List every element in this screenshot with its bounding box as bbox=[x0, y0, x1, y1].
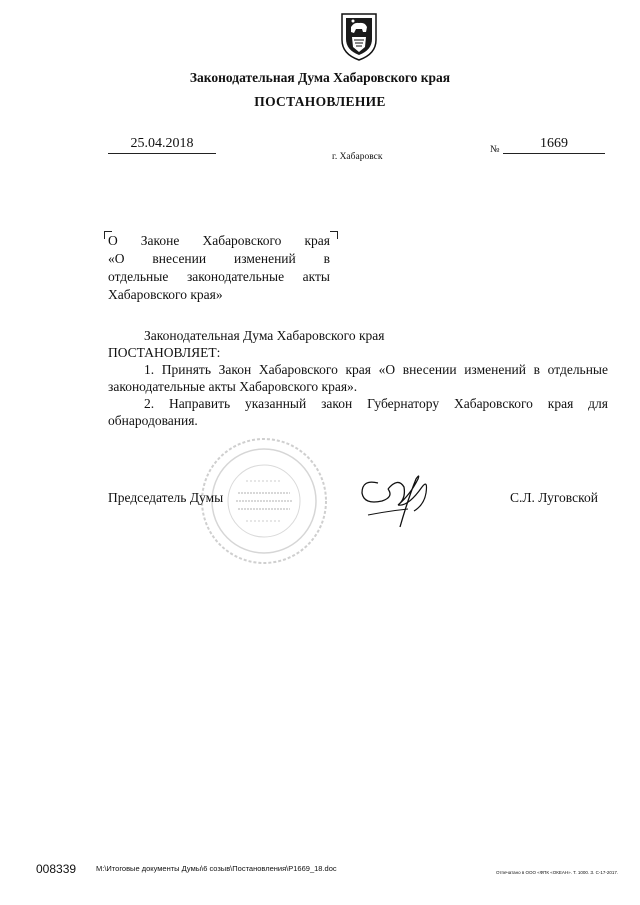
body-item-1-line-2: законодательные акты Хабаровского края». bbox=[108, 379, 358, 394]
handwritten-signature bbox=[348, 465, 443, 535]
subject-line-3: отдельные законодательные акты bbox=[108, 269, 330, 284]
body-item-1-line-1: 1. Принять Закон Хабаровского края «О внесении изменений в отдельные bbox=[144, 362, 608, 377]
document-body bbox=[108, 327, 608, 429]
footer-file-path: M:\Итоговые документы Думы\6 созыв\Постановления\P1669_18.doc bbox=[96, 864, 337, 873]
body-item-2-line-2: обнародования. bbox=[108, 413, 198, 428]
signatory-position: Председатель Думы bbox=[108, 490, 224, 505]
number-sign: № bbox=[490, 144, 500, 155]
document-type: ПОСТАНОВЛЕНИЕ bbox=[254, 94, 386, 109]
document-number: 1669 bbox=[503, 136, 605, 154]
signatory-name: С.Л. Луговской bbox=[510, 490, 598, 505]
document-subject bbox=[108, 232, 330, 304]
footer-document-code: 008339 bbox=[36, 862, 77, 876]
subject-line-2: «О внесении изменений в bbox=[108, 251, 330, 266]
footer-print-info: Отпечатано в ООО «ФПК «ОКЕАН». Т. 1000. З. С-17-2017. bbox=[496, 870, 619, 875]
organization-title: Законодательная Дума Хабаровского края bbox=[189, 70, 451, 85]
body-item-2-line-1: 2. Направить указанный закон Губернатору Хабаровского края для bbox=[144, 396, 608, 411]
coat-of-arms-icon bbox=[338, 10, 380, 62]
document-city: г. Хабаровск bbox=[332, 152, 383, 162]
subject-line-1: О Законе Хабаровского края bbox=[108, 233, 330, 248]
body-resolves: ПОСТАНОВЛЯЕТ: bbox=[108, 345, 221, 360]
body-intro: Законодательная Дума Хабаровского края bbox=[144, 328, 385, 343]
document-date: 25.04.2018 bbox=[108, 136, 216, 154]
subject-bracket-right bbox=[330, 231, 338, 239]
subject-line-4: Хабаровского края» bbox=[108, 287, 223, 302]
